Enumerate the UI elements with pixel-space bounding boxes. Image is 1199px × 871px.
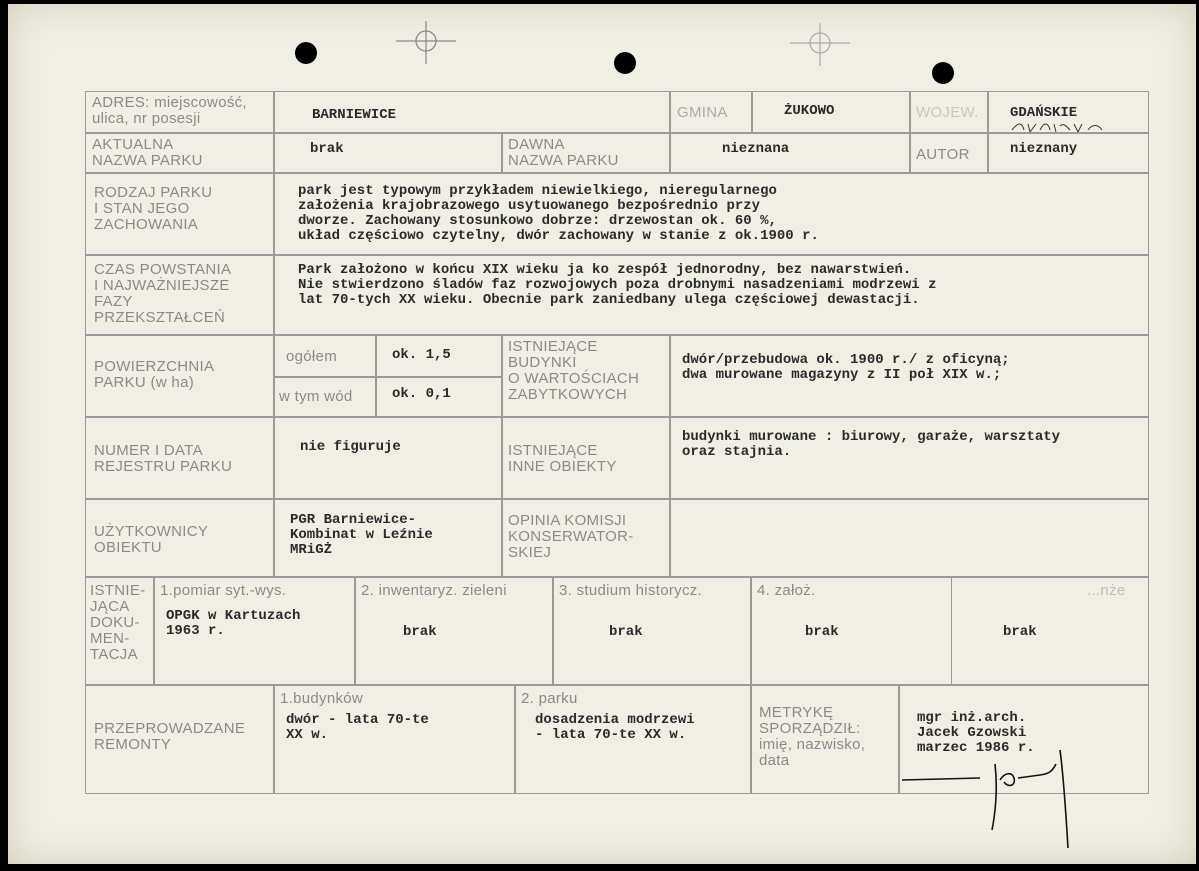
doc-col5-label: ...nże (1087, 582, 1126, 599)
metryke-value: mgr inż.arch. Jacek Gzowski marzec 1986 r. (917, 710, 1035, 756)
czas-label: CZAS POWSTANIA I NAJWAŻNIEJSZE FAZY PRZEKSZTAŁCEŃ (94, 261, 232, 326)
doc-col3-value: brak (609, 624, 643, 640)
aktualna-label-cell (85, 132, 275, 174)
doc-col5-cell (950, 576, 1149, 686)
adres-value: BARNIEWICE (312, 107, 397, 123)
punch-hole (932, 62, 954, 84)
budynki-label: ISTNIEJĄCE BUDYNKI O WARTOŚCIACH ZABYTKOWYCH (508, 338, 640, 403)
doc-col3-label: 3. studium historycz. (559, 582, 703, 599)
czas-value-cell (273, 254, 1149, 336)
doc-col2-label: 2. inwentaryz. zieleni (361, 582, 507, 599)
gmina-label-cell (669, 91, 753, 134)
dokumentacja-label-cell (85, 576, 155, 686)
wojew-value-cell (987, 91, 1149, 134)
powierzchnia-label: POWIERZCHNIA PARKU (w ha) (94, 358, 215, 391)
doc-col2-value: brak (403, 624, 437, 640)
remonty-budynkow-value: dwór - lata 70-te XX w. (286, 712, 429, 743)
wojew-value: GDAŃSKIE (1010, 105, 1078, 121)
inne-value: budynki murowane : biurowy, garaże, warsztaty oraz stajnia. (682, 429, 1061, 460)
gmina-value: ŻUKOWO (784, 103, 835, 119)
remonty-parku-value: dosadzenia modrzewi - lata 70-te XX w. (535, 712, 695, 743)
metryke-label: METRYKĘ SPORZĄDZIŁ: imię, nazwisko, data (759, 704, 866, 769)
autor-label-cell (909, 132, 989, 174)
rodzaj-value-cell (273, 172, 1149, 256)
autor-label: AUTOR (916, 146, 970, 163)
numer-value: nie figuruje (300, 439, 401, 455)
autor-value: nieznany (1010, 141, 1078, 157)
dawna-label-cell (501, 132, 671, 174)
uzytkownicy-value-cell (273, 498, 503, 578)
dawna-label: DAWNA NAZWA PARKU (508, 136, 619, 169)
doc-col1-value: OPGK w Kartuzach 1963 r. (166, 608, 301, 639)
punch-hole (295, 42, 317, 64)
powierzchnia-label-cell (85, 334, 275, 418)
opinia-value-cell (669, 498, 1149, 578)
wod-label-cell (273, 376, 377, 418)
aktualna-label: AKTUALNA NAZWA PARKU (92, 136, 203, 169)
doc-col4-label: 4. założ. (757, 582, 816, 599)
uzytkownicy-value: PGR Barniewice- Kombinat w Leźnie MRiGŻ (290, 512, 433, 558)
dokumentacja-label: ISTNIE- JĄCA DOKU- MEN- TACJA (90, 582, 146, 663)
adres-label: ADRES: miejscowość, ulica, nr posesji (92, 94, 247, 127)
remonty-label-cell (85, 684, 275, 794)
budynki-value-cell (669, 334, 1149, 418)
inne-label-cell (501, 416, 671, 500)
wod-label: w tym wód (279, 388, 353, 405)
rodzaj-value: park jest typowym przykładem niewielkiego, nieregularnego założenia krajobrazowego usytuowanego bezpośrednio przy dworze. Zachowany stosunkowo dobrze: drzewostan ok. 60 %, układ częściowo czytelny, dwór zachowany w stanie z ok.1900 r. (298, 183, 819, 244)
registration-mark-icon (396, 16, 456, 66)
autor-value-cell (987, 132, 1149, 174)
dawna-value-cell (669, 132, 911, 174)
gmina-value-cell (751, 91, 911, 134)
wojew-label: WOJEW. (916, 104, 979, 121)
opinia-label-cell (501, 498, 671, 578)
remonty-parku-label: 2. parku (521, 690, 578, 707)
rodzaj-label: RODZAJ PARKU I STAN JEGO ZACHOWANIA (94, 184, 213, 233)
remonty-budynkow-cell (273, 684, 516, 794)
metryke-label-cell (750, 684, 900, 794)
budynki-label-cell (501, 334, 671, 418)
uzytkownicy-label: UŻYTKOWNICY OBIEKTU (94, 523, 209, 556)
doc-col4-value: brak (805, 624, 839, 640)
wod-value: ok. 0,1 (392, 386, 451, 402)
dawna-value: nieznana (722, 141, 790, 157)
registration-mark-icon (790, 18, 850, 68)
numer-label-cell (85, 416, 275, 500)
ogolem-label: ogółem (286, 348, 337, 365)
czas-value: Park założono w końcu XIX wieku ja ko zespół jednorodny, bez nawarstwień. Nie stwierdzono śladów faz rozwojowych poza drobnymi nasadzeniami modrzewi z lat 70-tych XX wieku. Obecnie park zaniedbany ulega częściowej dewastacji. (298, 262, 937, 308)
remonty-budynkow-label: 1.budynków (280, 690, 364, 707)
adres-value-cell (273, 91, 671, 134)
doc-col4-cell (750, 576, 952, 686)
wod-value-cell (375, 376, 503, 418)
ogolem-value: ok. 1,5 (392, 347, 451, 363)
czas-label-cell (85, 254, 275, 336)
signature-icon (900, 730, 1070, 855)
ogolem-label-cell (273, 334, 377, 378)
uzytkownicy-label-cell (85, 498, 275, 578)
remonty-parku-cell (514, 684, 752, 794)
punch-hole (614, 52, 636, 74)
rodzaj-label-cell (85, 172, 275, 256)
doc-col1-label: 1.pomiar syt.-wys. (160, 582, 287, 599)
adres-label-cell (85, 91, 275, 134)
gmina-label: GMINA (677, 104, 728, 121)
aktualna-value: brak (310, 141, 344, 157)
doc-col1-cell (153, 576, 356, 686)
numer-value-cell (273, 416, 503, 500)
wojew-label-cell (909, 91, 989, 134)
budynki-value: dwór/przebudowa ok. 1900 r./ z oficyną; dwa murowane magazyny z II poł XIX w.; (682, 352, 1010, 383)
opinia-label: OPINIA KOMISJI KONSERWATOR- SKIEJ (508, 512, 634, 561)
doc-col3-cell (552, 576, 752, 686)
inne-label: ISTNIEJĄCE INNE OBIEKTY (508, 442, 617, 475)
doc-col5-value: brak (1003, 624, 1037, 640)
inne-value-cell (669, 416, 1149, 500)
aktualna-value-cell (273, 132, 503, 174)
remonty-label: PRZEPROWADZANE REMONTY (94, 720, 246, 753)
doc-col2-cell (354, 576, 554, 686)
numer-label: NUMER I DATA REJESTRU PARKU (94, 442, 233, 475)
ogolem-value-cell (375, 334, 503, 378)
